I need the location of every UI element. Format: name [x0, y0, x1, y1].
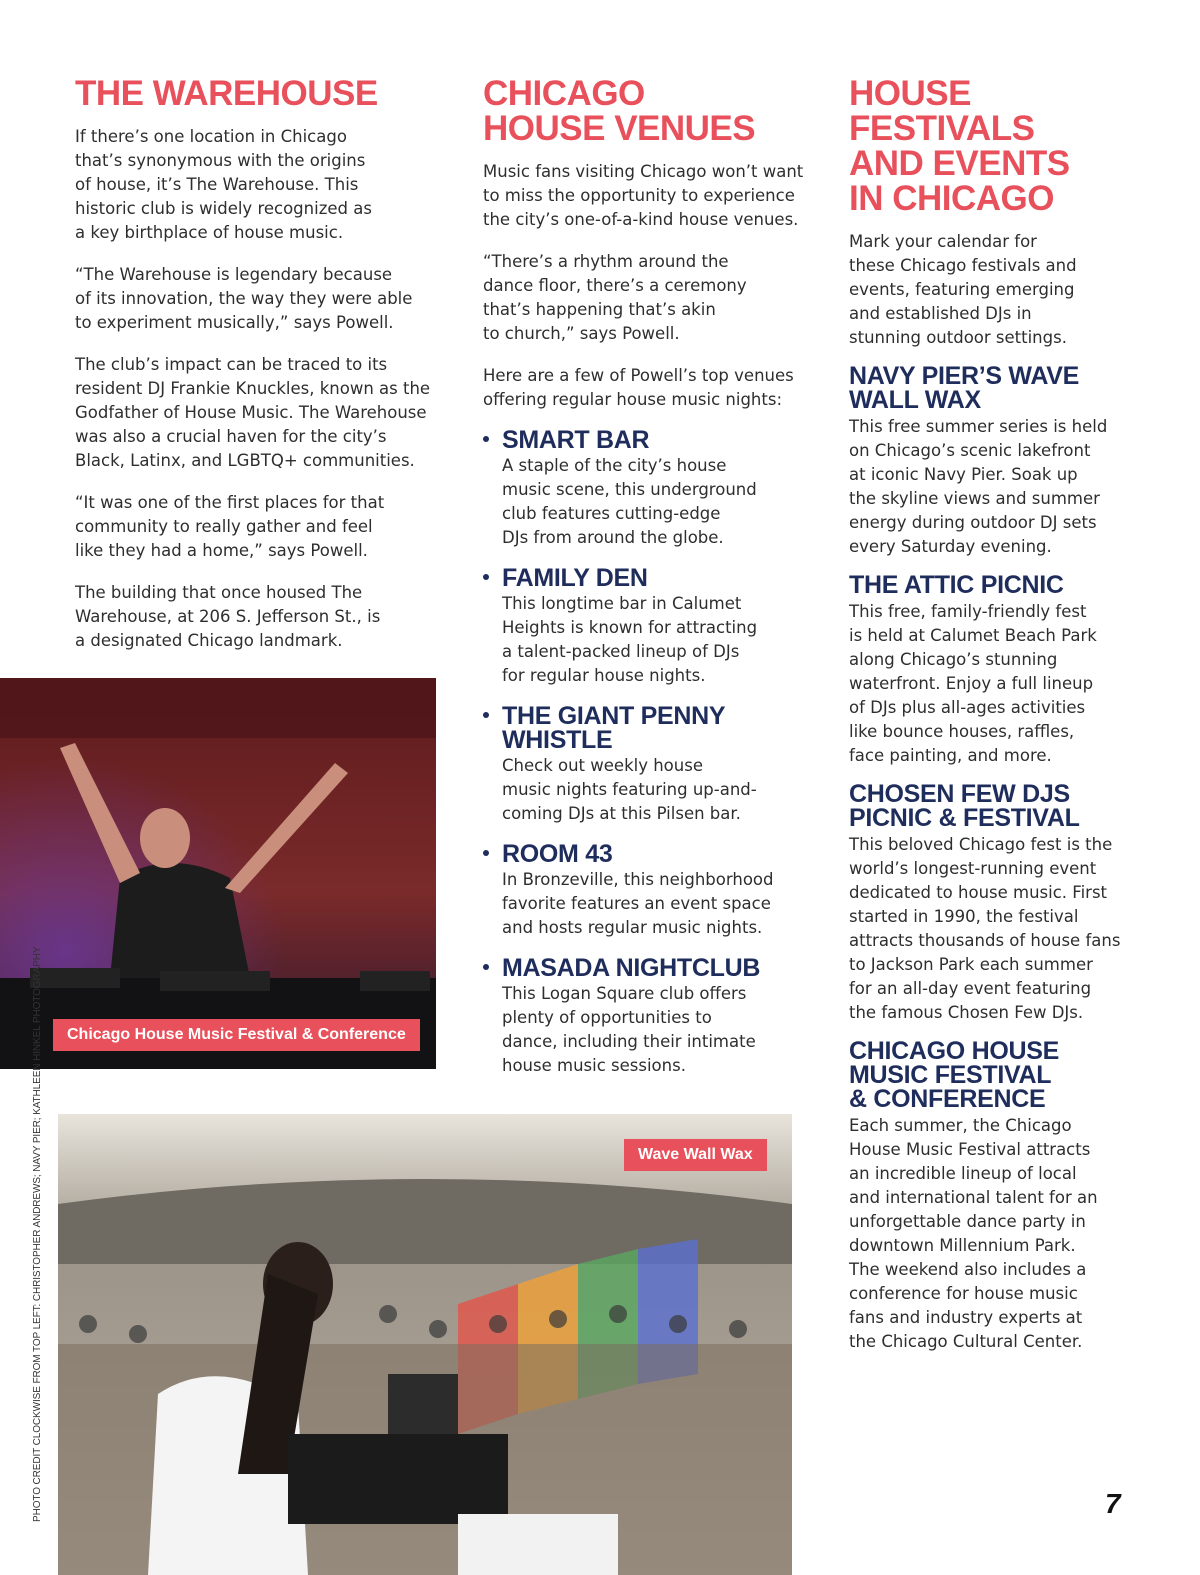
bullet-icon: [483, 964, 489, 970]
venue-description: Check out weekly house music nights featuring up-and- coming DJs at this Pilsen bar.: [502, 756, 757, 823]
warehouse-paragraph: “The Warehouse is legendary because of its innovation, the way they were able to experiment musically,” says Powell.: [75, 265, 413, 332]
venue-name: SMART BAR: [502, 426, 650, 454]
warehouse-paragraph: If there’s one location in Chicago that’s synonymous with the origins of house, it’s The Warehouse. This historic club is widely recognized as a key birthplace of house music.: [75, 127, 372, 242]
festival-name: THE ATTIC PICNIC: [849, 571, 1064, 599]
venue-name: MASADA NIGHTCLUB: [502, 954, 761, 982]
festival-description: This beloved Chicago fest is the world’s longest-running event dedicated to house music. First started in 1990, the festival attracts thousands of house fans to Jackson Park each summer for an all-day event featuring the famous Chosen Few DJs.: [849, 835, 1121, 1022]
photo-caption: Wave Wall Wax: [624, 1139, 767, 1171]
festival-item: [849, 364, 1149, 559]
venues-heading: CHICAGO HOUSE VENUES: [483, 74, 756, 148]
festival-name: CHOSEN FEW DJS PICNIC & FESTIVAL: [849, 780, 1080, 832]
warehouse-paragraph: “It was one of the first places for that community to really gather and feel like they had a home,” says Powell.: [75, 493, 385, 560]
festival-item: [849, 1039, 1149, 1354]
venue-item: [483, 428, 813, 550]
venues-lead: Here are a few of Powell’s top venues offering regular house music nights:: [483, 366, 794, 409]
venue-description: This longtime bar in Calumet Heights is known for attracting a talent-packed lineup of DJs for regular house nights.: [502, 594, 758, 685]
venue-item: [483, 842, 813, 940]
venues-quote: “There’s a rhythm around the dance floor, there’s a ceremony that’s happening that’s akin to church,” says Powell.: [483, 252, 747, 343]
festival-description: This free summer series is held on Chicago’s scenic lakefront at iconic Navy Pier. Soak up the skyline views and summer energy during outdoor DJ sets every Saturday evening.: [849, 417, 1108, 556]
bullet-icon: [483, 850, 489, 856]
venue-description: In Bronzeville, this neighborhood favorite features an event space and hosts regular music nights.: [502, 870, 774, 937]
warehouse-paragraph: The building that once housed The Warehouse, at 206 S. Jefferson St., is a designated Chicago landmark.: [75, 583, 381, 650]
festivals-section: [849, 76, 1149, 1354]
venue-item: [483, 956, 813, 1078]
festivals-heading: HOUSE FESTIVALS AND EVENTS IN CHICAGO: [849, 74, 1070, 218]
dj-crowd-image: [58, 1114, 792, 1575]
photo-caption: Chicago House Music Festival & Conference: [53, 1019, 420, 1051]
festival-item: [849, 573, 1149, 768]
venue-name: FAMILY DEN: [502, 564, 648, 592]
festival-name: NAVY PIER’S WAVE WALL WAX: [849, 362, 1079, 414]
festival-photo: [0, 678, 436, 1069]
venue-name: ROOM 43: [502, 840, 613, 868]
venue-name: THE GIANT PENNY WHISTLE: [502, 702, 726, 754]
festivals-intro: Mark your calendar for these Chicago festivals and events, featuring emerging and established DJs in stunning outdoor settings.: [849, 232, 1077, 347]
photo-credit: PHOTO CREDIT CLOCKWISE FROM TOP LEFT: CHRISTOPHER ANDREWS; NAVY PIER; KATHLEEN HINKEL PHOTOGRAPHY: [32, 946, 43, 1522]
festival-name: CHICAGO HOUSE MUSIC FESTIVAL & CONFERENCE: [849, 1037, 1060, 1113]
venue-description: This Logan Square club offers plenty of opportunities to dance, including their intimate house music sessions.: [502, 984, 756, 1075]
bullet-icon: [483, 574, 489, 580]
venue-item: [483, 704, 813, 826]
festival-description: This free, family-friendly fest is held at Calumet Beach Park along Chicago’s stunning waterfront. Enjoy a full lineup of DJs plus all-ages activities like bounce houses, raffles, face painting, and more.: [849, 602, 1097, 765]
bullet-icon: [483, 712, 489, 718]
venue-description: A staple of the city’s house music scene, this underground club features cutting-edge DJs from around the globe.: [502, 456, 757, 547]
venues-intro: Music fans visiting Chicago won’t want to miss the opportunity to experience the city’s one-of-a-kind house venues.: [483, 162, 804, 229]
festival-item: [849, 782, 1149, 1025]
warehouse-section: [75, 76, 445, 653]
wave-wall-photo: [58, 1114, 792, 1575]
venues-section: [483, 76, 813, 1078]
bullet-icon: [483, 436, 489, 442]
venue-item: [483, 566, 813, 688]
warehouse-heading: THE WAREHOUSE: [75, 74, 378, 113]
warehouse-paragraph: The club’s impact can be traced to its resident DJ Frankie Knuckles, known as the Godfather of House Music. The Warehouse was also a crucial haven for the city’s Black, Latinx, and LGBTQ+ communities.: [75, 355, 431, 470]
dj-arms-raised-image: [0, 678, 436, 1069]
page-number: 7: [1105, 1488, 1121, 1519]
festival-description: Each summer, the Chicago House Music Festival attracts an incredible lineup of local and international talent for an unforgettable dance party in downtown Millennium Park. The weekend also includes a conference for house music fans and industry experts at the Chicago Cultural Center.: [849, 1116, 1098, 1351]
